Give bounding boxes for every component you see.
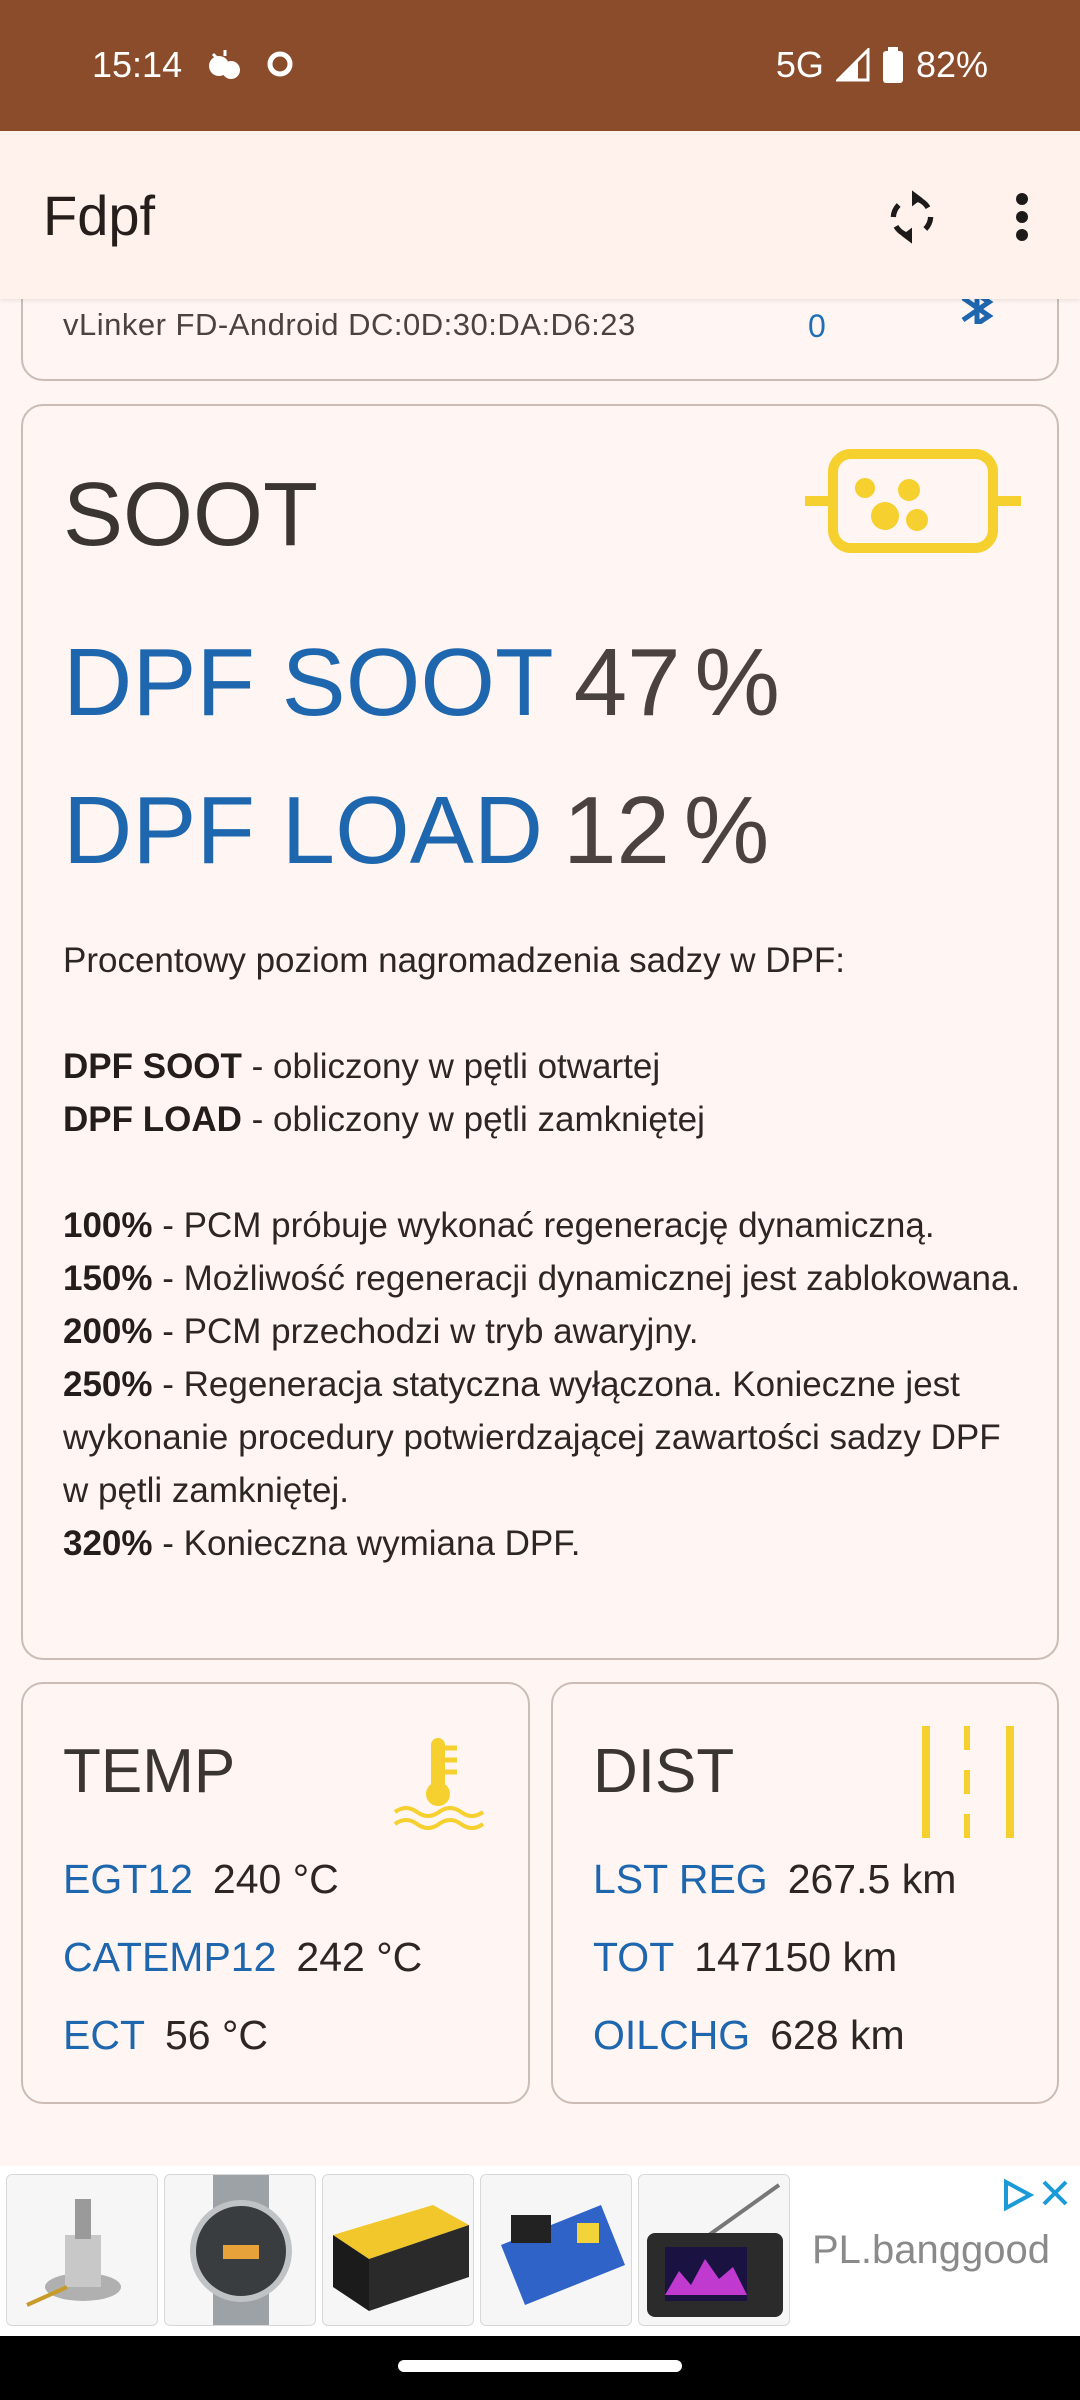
- weather-icon: [205, 46, 245, 82]
- soot-intro: Procentowy poziom nagromadzenia sadzy w DPF:: [63, 941, 846, 980]
- battery-thumbnail: [323, 2175, 474, 2326]
- ad-thumbnail[interactable]: [638, 2174, 790, 2326]
- soot-title: SOOT: [63, 465, 319, 565]
- device-value: 0: [808, 308, 826, 344]
- app-bar: [0, 131, 1080, 299]
- ad-thumbnail[interactable]: [164, 2174, 316, 2326]
- dist-title: DIST: [593, 1737, 735, 1806]
- dpf-soot-unit: %: [694, 629, 780, 736]
- soot-card: [21, 404, 1059, 1660]
- close-icon[interactable]: [1040, 2178, 1070, 2208]
- soot-level: 320% - Konieczna wymiana DPF.: [63, 1524, 581, 1563]
- soot-line: DPF LOAD - obliczony w pętli zamkniętej: [63, 1100, 705, 1139]
- home-gesture-handle[interactable]: [398, 2360, 682, 2372]
- temp-row: CATEMP12 242 °C: [63, 1934, 423, 1980]
- dist-row: OILCHG 628 km: [593, 2012, 905, 2058]
- more-options-button[interactable]: [1000, 185, 1044, 249]
- more-vert-icon: [1000, 185, 1044, 249]
- battery-icon: [882, 47, 904, 83]
- status-time: 15:14: [92, 44, 183, 85]
- system-nav-bar: [0, 2336, 1080, 2400]
- drone-motor-thumbnail: [7, 2175, 158, 2326]
- soot-level: 200% - PCM przechodzi w tryb awaryjny.: [63, 1312, 699, 1351]
- temp-card: [21, 1682, 530, 2104]
- refresh-button[interactable]: [880, 185, 944, 249]
- dpf-load-row: [63, 776, 769, 886]
- status-right: [776, 44, 988, 86]
- dpf-load-label: DPF LOAD: [63, 777, 544, 884]
- refresh-icon: [880, 185, 944, 249]
- soot-description: [63, 934, 1023, 1570]
- ad-thumbnail[interactable]: [322, 2174, 474, 2326]
- device-name: vLinker FD-Android DC:0D:30:DA:D6:23: [63, 307, 636, 342]
- watch-thumbnail: [165, 2175, 316, 2326]
- radio-thumbnail: [639, 2175, 790, 2326]
- signal-icon: [836, 48, 870, 82]
- network-label: 5G: [775, 44, 824, 85]
- temp-title: TEMP: [63, 1737, 236, 1806]
- dist-row: LST REG 267.5 km: [593, 1856, 957, 1902]
- soot-level: 100% - PCM próbuje wykonać regenerację dynamiczną.: [63, 1206, 935, 1245]
- dpf-load-unit: %: [683, 777, 770, 884]
- ad-thumbnail[interactable]: [480, 2174, 632, 2326]
- temp-row: EGT12 240 °C: [63, 1856, 339, 1902]
- app-title: Fdpf: [43, 184, 156, 247]
- soot-level: 150% - Możliwość regeneracji dynamicznej jest zablokowana.: [63, 1259, 1021, 1298]
- circle-status-icon: [265, 49, 295, 79]
- status-bar: [0, 0, 1080, 131]
- dpf-load-value: 12: [563, 777, 670, 884]
- dpf-filter-icon: [805, 446, 1021, 556]
- dpf-soot-value: 47: [573, 629, 681, 736]
- dpf-soot-row: [63, 628, 780, 738]
- dpf-soot-label: DPF SOOT: [63, 629, 554, 736]
- soot-line: DPF SOOT - obliczony w pętli otwartej: [63, 1047, 661, 1086]
- road-icon: [920, 1726, 1016, 1838]
- soot-level: 250% - Regeneracja statyczna wyłączona. Konieczne jest wykonanie procedury potwierdzającej zawartości sadzy DPF w pętli zamkniętej.: [63, 1365, 1001, 1510]
- battery-level: 82%: [915, 44, 988, 85]
- ad-thumbnail[interactable]: [6, 2174, 158, 2326]
- ad-banner[interactable]: [0, 2166, 1080, 2336]
- dist-card: [551, 1682, 1059, 2104]
- ad-brand[interactable]: PL.banggood: [812, 2228, 1051, 2272]
- ad-choices-icon[interactable]: [1000, 2178, 1034, 2212]
- coolant-temperature-icon: [393, 1734, 485, 1830]
- temp-row: ECT 56 °C: [63, 2012, 269, 2058]
- receiver-thumbnail: [481, 2175, 632, 2326]
- status-notification-icons: [205, 46, 295, 82]
- dist-row: TOT 147150 km: [593, 1934, 898, 1980]
